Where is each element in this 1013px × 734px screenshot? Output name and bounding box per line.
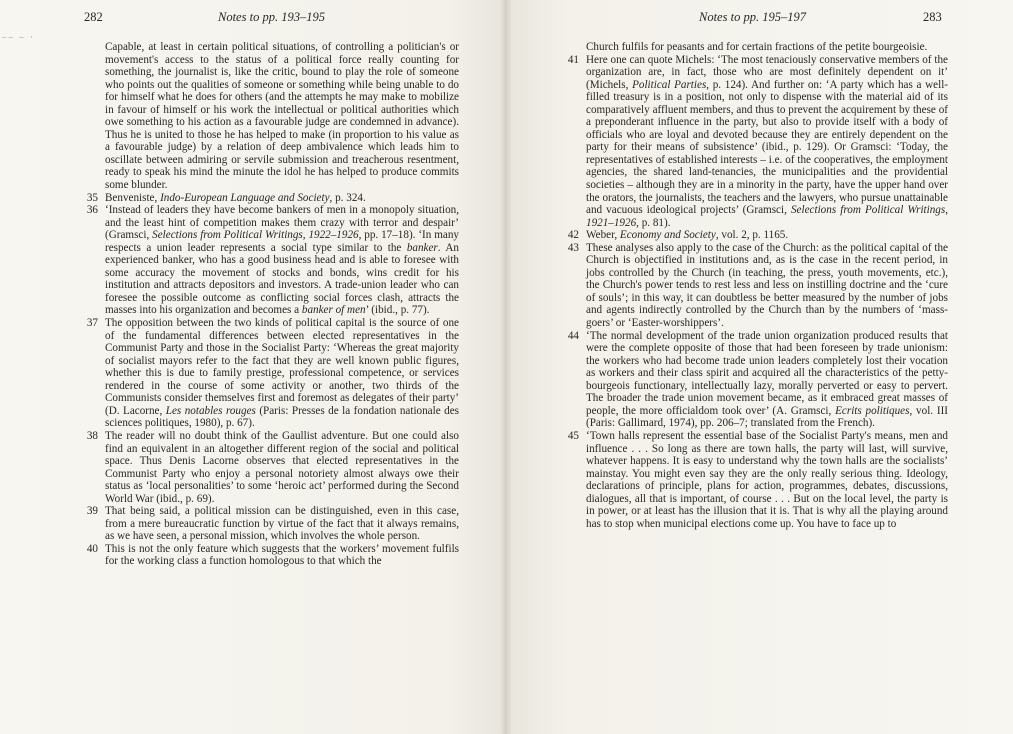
right-page bbox=[506, 0, 1013, 734]
left-notes-block bbox=[86, 41, 459, 568]
italic-title: banker of men bbox=[301, 304, 366, 317]
text-run: , p. 324. bbox=[329, 191, 366, 204]
right-notes-block bbox=[567, 41, 949, 530]
right-running-head: Notes to pp. 195–197 bbox=[699, 10, 806, 24]
footnote-text bbox=[105, 317, 459, 430]
text-run: The opposition between the two kinds of political capital is the source of one of the fundamental differences between elected representatives in the Communist Party and those in the Socialist Party: ‘Whereas the great majority of socialist mayors refer to the fact that they are well known public figures, whether this is due to family prestige, professional competence, or services rendered in the course of some activity or another, two thirds of the Communists consider themselves first and foremost as delegates of their party’ (D. Lacorne, bbox=[105, 317, 459, 417]
footnote-number: 36 bbox=[86, 204, 98, 217]
italic-title: Ecrits politiques bbox=[835, 404, 910, 417]
right-notes-list bbox=[567, 53, 949, 531]
footnote-text bbox=[586, 330, 948, 430]
footnote-number: 40 bbox=[86, 542, 98, 555]
margin-mark: –– – · bbox=[2, 32, 35, 42]
text-run: , p. 81). bbox=[636, 216, 671, 229]
text-run: (Paris: Presses de la fondation nationale des sciences politiques, 1980), p. 67). bbox=[105, 404, 459, 430]
text-run: ‘The normal development of the trade union organization produced results that were the complete opposite of those that had been foreseen by trade unionism: the workers who had become trade union leaders completely lost their vocation as workers and their class spirit and acquired all the characteristics of the petty-bourgeois functionary, intellectually lazy, morally perverted or easy to pervert. The broader the trade union movement became, as it embraced great masses of people, the more officialdom took over’ (A. Gramsci, bbox=[586, 329, 948, 417]
left-page-number: 282 bbox=[84, 10, 103, 24]
footnote-text bbox=[105, 543, 459, 568]
footnote-number: 42 bbox=[567, 229, 579, 242]
right-continuation-text: Church fulfils for peasants and for certain fractions of the petite bourgeoisie. bbox=[586, 41, 928, 53]
italic-title: Selections from Political Writings, 1921–1926 bbox=[586, 204, 948, 229]
footnote bbox=[86, 204, 459, 317]
footnote-text bbox=[105, 505, 459, 543]
text-run: , p. 124). And further on: ‘A party which has a well-filled treasury is in a position, not only to dispense with the material aid of its comparatively affluent members, and thus to prevent the acquirement by these of a preponderant influence in the party, but also to provide itself with a body of officials who are loyal and devoted because they are entirely dependent on the party for their means of subsistence’ (ibid., p. 129). Or Gramsci: ‘Today, the representatives of established interests – i.e. of the cooperatives, the employment agencies, the shared land-tenancies, the municipalities and the providential societies – although they are in a minority in the party, have the upper hand over the orators, the journalists, the teachers and the lawyers, who pursue unattainable and vacuous ideological projects’ (Gramsci, bbox=[586, 78, 949, 217]
italic-title: Economy and Society bbox=[619, 229, 716, 242]
footnote bbox=[86, 505, 459, 543]
footnote bbox=[567, 229, 948, 242]
italic-title: Indo-European Language and Society bbox=[160, 191, 330, 204]
book-gutter bbox=[500, 0, 512, 734]
footnote bbox=[567, 329, 949, 430]
footnote-number: 38 bbox=[86, 429, 98, 442]
footnote-text bbox=[586, 54, 948, 230]
text-run: , vol. 2, p. 1165. bbox=[715, 229, 789, 242]
footnote-number: 43 bbox=[567, 241, 579, 254]
footnote-number: 35 bbox=[86, 191, 98, 204]
text-run: , pp. 17–18). ‘In many respects a union leader represents a social type similar to the bbox=[105, 229, 459, 254]
footnote-number: 44 bbox=[567, 329, 579, 342]
text-run: This is not the only feature which suggests that the workers’ movement fulfils for the working class a function homologous to that which the bbox=[105, 542, 459, 568]
text-run: , vol. III (Paris: Gallimard, 1974), pp. 206–7; translated from the French). bbox=[586, 404, 949, 430]
footnote bbox=[567, 53, 949, 230]
footnote-text bbox=[586, 229, 948, 242]
footnote-text bbox=[586, 430, 948, 530]
text-run: That being said, a political mission can be distinguished, even in this case, from a mere bureaucratic function by virtue of the fact that it always remains, as we have seen, a personal mission, which involves the whole person. bbox=[105, 505, 459, 543]
text-run: The reader will no doubt think of the Gaullist adventure. But one could also find an equivalent in an altogether different region of the social and political space. Thus Denis Lacorne observes that elected representatives in the Communist Party who enjoy a personal notoriety almost always owe their status as ‘local personalities’ to some ‘heroic act’ performed during the Second World War (ibid., p. 69). bbox=[105, 429, 459, 505]
italic-title: banker bbox=[406, 241, 438, 254]
text-run: These analyses also apply to the case of the Church: as the political capital of the Church is objectified in institutions and, as is the case in the recent period, in jobs controlled by the Church (in teaching, the press, youth movements, etc.), the Church's power tends to rest less and less on instilling doctrine and the ‘cure of souls’; in this way, it can doubtless be better measured by the number of jobs and agents indirectly controlled by the Church than by the numbers of ‘mass-goers’ or ‘Easter-worshippers’. bbox=[586, 241, 948, 330]
italic-title: Les notables rouges bbox=[165, 404, 256, 417]
left-notes-list bbox=[86, 191, 459, 568]
footnote-text bbox=[105, 430, 459, 505]
text-run: ‘Town halls represent the essential base of the Socialist Party's means, men and influence . . . So long as there are town halls, the party will last, will survive, whatever happens. It is easy to understand why the town halls are the socialists’ mainstay. You might even say they are the only really serious thing. Ideology, declarations of principle, plans for action, programmes, debates, discussions, dialogues, all that is important, of course . . . But on the local level, the party is in power, or at least has the illusion that it is. That is why all the playing around has to stop when municipal elections come up. You have to face up to bbox=[586, 429, 948, 530]
text-run: ’ (ibid., p. 77). bbox=[365, 304, 430, 317]
footnote-number: 45 bbox=[567, 429, 579, 442]
italic-title: Selections from Political Writings, 1922–1926 bbox=[152, 229, 359, 242]
left-running-head: Notes to pp. 193–195 bbox=[218, 10, 325, 24]
left-page bbox=[0, 0, 506, 734]
footnote-text bbox=[586, 242, 948, 330]
footnote-number: 41 bbox=[567, 53, 579, 66]
left-continuation-text: Capable, at least in certain political situations, of controlling a politician's or movement's access to the status of a political force really counting for something, the journalist is, like the critic, bound to play the role of someone who points out the qualities of someone or something while being unable to do for himself what he does for others (and the attempts he may make to mobilize in favour of himself or his work the intellectual or political authorities which owe something to his action as a favourable judge are condemned in advance). Thus he is united to those he has helped to make (in proportion to his value as a favourable judge) by a relation of deep ambivalence which leads him to oscillate between admiring or servile submission and treacherous resentment, ready to speak his mind the minute the idol he has helped to produce commits some blunder. bbox=[105, 41, 459, 192]
text-run: Benveniste, bbox=[105, 191, 161, 204]
footnote bbox=[567, 241, 948, 330]
footnote bbox=[567, 429, 948, 530]
footnote-number: 37 bbox=[86, 317, 98, 330]
text-run: . An experienced banker, who has a good business head and is able to foresee with some accuracy the movement of stocks and bonds, wins credit for his institution and attracts depositors and investors. A trade-union leader who can foresee the possible outcome as conflicting social forces clash, attracts the masses into his organization and becomes a bbox=[105, 241, 459, 317]
footnote-number: 39 bbox=[86, 505, 98, 518]
text-run: Weber, bbox=[586, 229, 620, 242]
footnote bbox=[86, 317, 459, 430]
italic-title: Political Parties bbox=[632, 78, 707, 91]
footnote bbox=[86, 191, 459, 205]
text-run: ‘Instead of leaders they have become bankers of men in a monopoly situation, and the least hint of competition makes them crazy with terror and despair’ (Gramsci, bbox=[105, 204, 459, 242]
footnote-text bbox=[105, 192, 459, 205]
text-run: Here one can quote Michels: ‘The most tenaciously conservative members of the organization are, in fact, those who are most definitely dependent on it’ (Michels, bbox=[586, 53, 948, 91]
footnote bbox=[86, 542, 459, 568]
right-page-number: 283 bbox=[923, 10, 942, 24]
footnote bbox=[86, 429, 459, 505]
footnote-text bbox=[105, 204, 459, 317]
